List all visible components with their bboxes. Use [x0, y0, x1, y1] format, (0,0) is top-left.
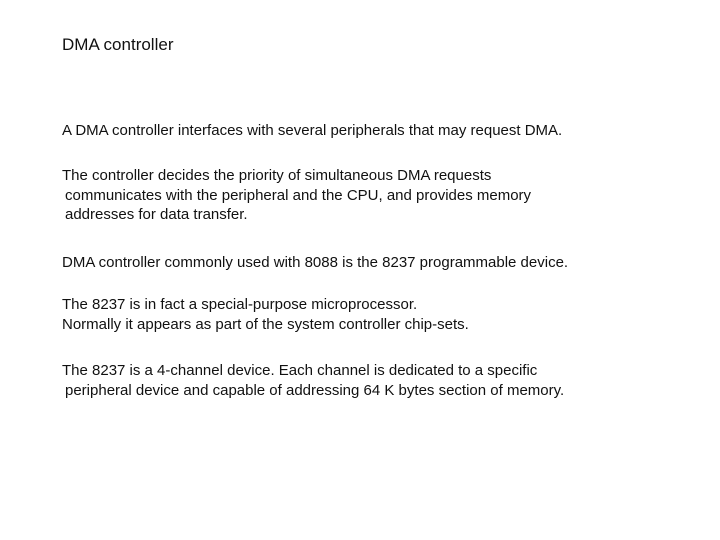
paragraph-8237-microprocessor	[62, 295, 469, 334]
paragraph-line: A DMA controller interfaces with several peripherals that may request DMA.	[62, 122, 563, 139]
paragraph-line: peripheral device and capable of addressing 64 K bytes section of memory.	[65, 381, 565, 399]
paragraph-line: addresses for data transfer.	[65, 206, 248, 223]
slide-title: DMA controller	[62, 35, 174, 54]
paragraph-line: The controller decides the priority of simultaneous DMA requests	[62, 167, 492, 184]
paragraph-8237-device	[62, 253, 568, 273]
paragraph-line: communicates with the peripheral and the CPU, and provides memory	[65, 186, 532, 204]
paragraph-line: The 8237 is in fact a special-purpose microprocessor.	[62, 296, 418, 313]
paragraph-line: The 8237 is a 4-channel device. Each channel is dedicated to a specific	[62, 362, 538, 379]
paragraph-line: Normally it appears as part of the system controller chip-sets.	[62, 315, 469, 333]
paragraph-line: DMA controller commonly used with 8088 is the 8237 programmable device.	[62, 254, 569, 271]
paragraph-dma-interfaces	[62, 121, 562, 141]
paragraph-controller-priority	[62, 166, 531, 225]
paragraph-8237-channels	[62, 361, 564, 400]
